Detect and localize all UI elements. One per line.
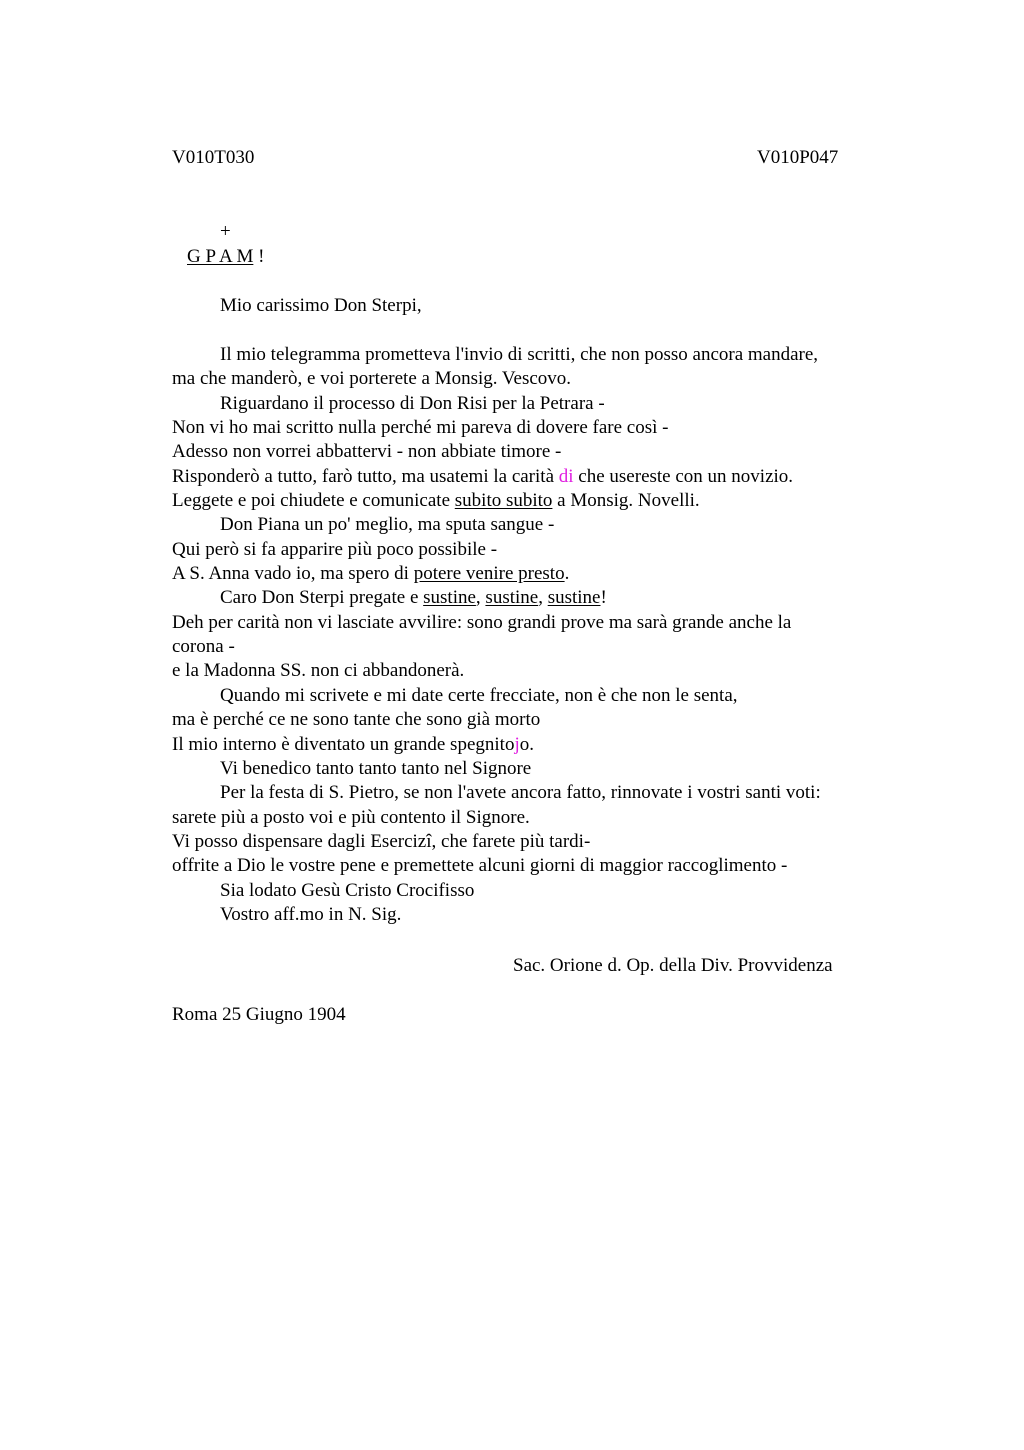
letter-line: offrite a Dio le vostre pene e premettete alcuni giorni di maggior raccoglimento - bbox=[172, 855, 788, 877]
text-segment: , che farete più tardi- bbox=[431, 830, 591, 852]
letter-body bbox=[172, 343, 892, 927]
letter-line bbox=[172, 465, 892, 489]
letter-line bbox=[172, 733, 892, 757]
motto-suffix: ! bbox=[253, 246, 265, 267]
underlined-word: sustine bbox=[485, 587, 539, 609]
letter-line bbox=[172, 830, 892, 854]
cross-symbol: + bbox=[220, 221, 231, 242]
letter-line: Riguardano il processo di Don Risi per la Petrara - bbox=[220, 392, 605, 414]
letter-line: Sia lodato Gesù Cristo Crocifisso bbox=[220, 879, 475, 901]
letter-line: Vostro aff.mo in N. Sig. bbox=[220, 903, 402, 925]
text-segment: , bbox=[538, 587, 548, 609]
motto bbox=[187, 245, 264, 269]
text-segment: o. bbox=[519, 733, 534, 755]
letter-line: corona - bbox=[172, 636, 235, 658]
header-right-code: V010P047 bbox=[757, 147, 839, 168]
text-segment: a Monsig. Novelli. bbox=[552, 490, 700, 512]
letter-line: ma che manderò, e voi porterete a Monsig. Vescovo. bbox=[172, 368, 572, 390]
highlighted-word: di bbox=[558, 465, 574, 487]
text-segment: che usereste con un novizio. bbox=[573, 465, 794, 487]
letter-line bbox=[172, 489, 892, 513]
letter-line: ma è perché ce ne sono tante che sono già morto bbox=[172, 709, 541, 731]
text-segment: . bbox=[564, 563, 570, 585]
place-date: Roma 25 Giugno 1904 bbox=[172, 1004, 346, 1025]
letter-line: Per la festa di S. Pietro, se non l'avete ancora fatto, rinnovate i vostri santi voti: bbox=[220, 782, 821, 804]
letter-line: Adesso non vorrei abbattervi - non abbiate timore - bbox=[172, 441, 562, 463]
letter-line: Don Piana un po' meglio, ma sputa sangue - bbox=[220, 514, 555, 536]
text-segment: ! bbox=[600, 587, 607, 609]
motto-text: G P A M bbox=[187, 246, 254, 267]
letter-line: sarete più a posto voi e più contento il Signore. bbox=[172, 806, 530, 828]
letter-line: Deh per carità non vi lasciate avvilire: sono grandi prove ma sarà grande anche la bbox=[172, 611, 792, 633]
letter-line: Vi benedico tanto tanto tanto nel Signore bbox=[220, 757, 532, 779]
text-segment: Leggete e poi chiudete e comunicate bbox=[172, 490, 455, 512]
letter-line: Qui però si fa apparire più poco possibile - bbox=[172, 538, 498, 560]
letter-line bbox=[172, 562, 892, 586]
signature: Sac. Orione d. Op. della Div. Provvidenza bbox=[513, 955, 833, 976]
underlined-phrase: potere venire presto bbox=[413, 563, 565, 585]
underlined-word: sustine bbox=[547, 587, 601, 609]
text-segment: Vi posso dispensare dagli Esercizi bbox=[172, 830, 432, 852]
letter-line: Il mio telegramma prometteva l'invio di scritti, che non posso ancora mandare, bbox=[220, 344, 819, 365]
text-segment: Risponderò a tutto, farò tutto, ma usatemi la carità bbox=[172, 465, 559, 487]
underlined-word: sustine bbox=[423, 587, 476, 609]
letter-line bbox=[172, 586, 892, 610]
text-segment: , bbox=[475, 587, 486, 609]
underlined-phrase: subito subito bbox=[454, 490, 553, 512]
highlighted-letter: j bbox=[514, 733, 520, 755]
header-left-code: V010T030 bbox=[172, 147, 255, 168]
salutation: Mio carissimo Don Sterpi, bbox=[220, 295, 422, 316]
letter-line: e la Madonna SS. non ci abbandonerà. bbox=[172, 660, 465, 682]
letter-line: Quando mi scrivete e mi date certe frecciate, non è che non le senta, bbox=[220, 684, 738, 706]
text-segment: Il mio interno è diventato un grande spegnito bbox=[172, 733, 515, 755]
letter-line: Non vi ho mai scritto nulla perché mi pareva di dovere fare così - bbox=[172, 417, 669, 439]
text-segment: Caro Don Sterpi pregate e bbox=[220, 587, 424, 609]
text-segment: A S. Anna vado io, ma spero di bbox=[172, 563, 414, 585]
